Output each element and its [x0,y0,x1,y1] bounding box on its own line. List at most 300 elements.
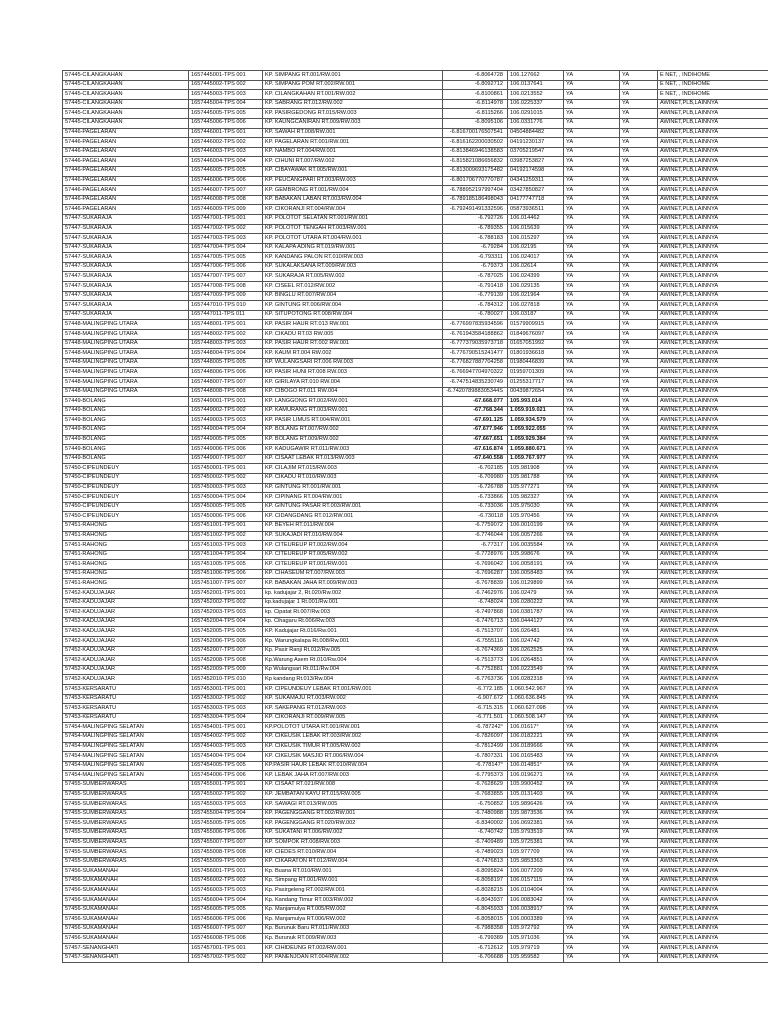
flag-b-cell: YA [620,416,658,426]
longitude-cell: 105.972792 [508,924,564,934]
flag-b-cell: YA [620,905,658,915]
flag-b-cell: YA [620,339,658,349]
table-row [63,704,768,714]
flag-b-cell: YA [620,378,658,388]
address-cell: KP. CISEEL RT.012/RW.002 [263,282,443,292]
table-row [63,502,768,512]
provider-cell: AWINET,PLB,LAINNYA [658,896,768,906]
latitude-cell: -67.677.946 [443,425,508,435]
longitude-cell: 106.0225337 [508,99,564,109]
provider-cell: AWINET,PLB,LAINNYA [658,483,768,493]
tps-code-cell: 1657455001-TPS 001 [189,780,263,790]
village-cell: 57447-SUKARAJA [63,224,189,234]
table-row [63,685,768,695]
flag-a-cell: YA [564,253,620,263]
flag-a-cell: YA [564,886,620,896]
longitude-cell: 1.060.542.967 [508,685,564,695]
village-cell: 57445-CILANGKAHAN [63,109,189,119]
table-row [63,234,768,244]
tps-code-cell: 1657455008-TPS 008 [189,848,263,858]
village-cell: 57450-CIPEUNDEUY [63,483,189,493]
flag-b-cell: YA [620,953,658,963]
table-row [63,665,768,675]
address-cell: kp.kadujajar 1 Rt.001/Rw.001 [263,598,443,608]
address-cell: KP. SABRANG RT.012/RW.002 [263,99,443,109]
tps-code-cell: 1657456005-TPS 005 [189,905,263,915]
provider-cell: AWINET,PLB,LAINNYA [658,224,768,234]
village-cell: 57452-KADUJAJAR [63,665,189,675]
flag-b-cell: YA [620,147,658,157]
provider-cell: AWINET,PLB,LAINNYA [658,800,768,810]
provider-cell: AWINET,PLB,LAINNYA [658,867,768,877]
table-row [63,397,768,407]
longitude-cell: 106.0381787 [508,608,564,618]
flag-b-cell: YA [620,723,658,733]
flag-a-cell: YA [564,771,620,781]
flag-a-cell: YA [564,828,620,838]
longitude-cell: 106.027818 [508,301,564,311]
address-cell: KP. CIHUNI RT.007/RW.002 [263,157,443,167]
village-cell: 57455-SUMBERWARAS [63,800,189,810]
tps-code-cell: 1657446007-TPS 007 [189,186,263,196]
village-cell: 57452-KADUJAJAR [63,617,189,627]
latitude-cell: -6.793311 [443,253,508,263]
provider-cell: AWINET,PLB,LAINNYA [658,905,768,915]
flag-b-cell: YA [620,349,658,359]
flag-a-cell: YA [564,579,620,589]
latitude-cell: -6.791418 [443,282,508,292]
village-cell: 57452-KADUJAJAR [63,627,189,637]
address-cell: Kp Wulangsari Rt.011/Rw.004 [263,665,443,675]
table-row [63,138,768,148]
village-cell: 57450-CIPEUNDEUY [63,512,189,522]
provider-cell: AWINET,PLB,LAINNYA [658,358,768,368]
flag-b-cell: YA [620,406,658,416]
flag-a-cell: YA [564,262,620,272]
flag-a-cell: YA [564,118,620,128]
provider-cell: AWINET,PLB,LAINNYA [658,953,768,963]
table-row [63,320,768,330]
longitude-cell: 106.0077209 [508,867,564,877]
latitude-cell: -6.7480988 [443,809,508,819]
address-cell: KP. SIMPANG POM RT.002/RW.001 [263,80,443,90]
flag-a-cell: YA [564,147,620,157]
table-row [63,598,768,608]
latitude-cell: -6.816162200030502 [443,138,508,148]
table-row [63,742,768,752]
longitude-cell: 106.0692381 [508,819,564,829]
flag-a-cell: YA [564,905,620,915]
village-cell: 57446-PAGELARAN [63,195,189,205]
longitude-cell: 105.975030 [508,502,564,512]
village-cell: 57452-KADUJAJAR [63,646,189,656]
table-row [63,924,768,934]
longitude-cell: 105.0131403 [508,790,564,800]
provider-cell: AWINET,PLB,LAINNYA [658,531,768,541]
village-cell: 57456-SUKAMANAH [63,886,189,896]
latitude-cell: -6.7683855 [443,790,508,800]
flag-b-cell: YA [620,502,658,512]
village-cell: 57455-SUMBERWARAS [63,857,189,867]
village-cell: 57454-MALINGPING SELATAN [63,752,189,762]
village-cell: 57454-MALINGPING SELATAN [63,723,189,733]
provider-cell: AWINET,PLB,LAINNYA [658,819,768,829]
village-cell: 57449-BOLANG [63,425,189,435]
table-row [63,80,768,90]
flag-a-cell: YA [564,157,620,167]
longitude-cell: 106.0010199 [508,521,564,531]
tps-code-cell: 1657456002-TPS 002 [189,876,263,886]
provider-cell: AWINET,PLB,LAINNYA [658,924,768,934]
flag-b-cell: YA [620,761,658,771]
latitude-cell: -6.79284 [443,243,508,253]
latitude-cell: -6.761943584188862 [443,330,508,340]
tps-code-cell: 1657451001-TPS 001 [189,521,263,531]
address-cell: KP. CITEUREUP RT.001/RW.001 [263,560,443,570]
tps-code-cell: 1657450001-TPS 001 [189,464,263,474]
flag-b-cell: YA [620,704,658,714]
latitude-cell: -6.8043937 [443,896,508,906]
address-cell: kp. kadujajar 2, Rt.020/Rw.002 [263,589,443,599]
village-cell: 57448-MALINGPING UTARA [63,368,189,378]
flag-a-cell: YA [564,473,620,483]
provider-cell: AWINET,PLB,LAINNYA [658,838,768,848]
flag-a-cell: YA [564,243,620,253]
longitude-cell: 105.9793519 [508,828,564,838]
flag-a-cell: YA [564,857,620,867]
table-row [63,934,768,944]
table-row [63,282,768,292]
flag-a-cell: YA [564,349,620,359]
provider-cell: AWINET,PLB,LAINNYA [658,944,768,954]
table-row [63,186,768,196]
provider-cell: AWINET,PLB,LAINNYA [658,569,768,579]
flag-a-cell: YA [564,704,620,714]
flag-a-cell: YA [564,234,620,244]
table-row [63,905,768,915]
flag-a-cell: YA [564,406,620,416]
latitude-cell: -6.748024 [443,598,508,608]
flag-a-cell: YA [564,713,620,723]
flag-b-cell: YA [620,512,658,522]
longitude-cell: 04177747718 [508,195,564,205]
tps-code-cell: 1657450002-TPS 002 [189,473,263,483]
latitude-cell: -67.768.344 [443,406,508,416]
flag-b-cell: YA [620,809,658,819]
address-cell: KP. CIKORANJI RT.004/RW.004 [263,205,443,215]
address-cell: KP. GINTUNG RT.001/RW.001 [263,483,443,493]
table-row [63,752,768,762]
latitude-cell: -67.691.125 [443,416,508,426]
provider-cell: AWINET,PLB,LAINNYA [658,704,768,714]
latitude-cell: -6.8095824 [443,867,508,877]
provider-cell: AWINET,PLB,LAINNYA [658,378,768,388]
village-cell: 57448-MALINGPING UTARA [63,387,189,397]
latitude-cell: -6.7513773 [443,656,508,666]
tps-code-cell: 1657452007-TPS 007 [189,646,263,656]
longitude-cell: 106.024017 [508,253,564,263]
flag-a-cell: YA [564,800,620,810]
village-cell: 57452-KADUJAJAR [63,608,189,618]
table-row [63,521,768,531]
table-row [63,512,768,522]
flag-b-cell: YA [620,80,658,90]
village-cell: 57447-SUKARAJA [63,214,189,224]
flag-b-cell: YA [620,742,658,752]
village-cell: 57448-MALINGPING UTARA [63,339,189,349]
flag-b-cell: YA [620,473,658,483]
table-row [63,560,768,570]
tps-code-cell: 1657446006-TPS 006 [189,176,263,186]
longitude-cell: 106.0291015 [508,109,564,119]
address-cell: KP. PASIR HAUR RT.002 RW.001 [263,339,443,349]
flag-b-cell: YA [620,243,658,253]
latitude-cell: -6.772.185 [443,685,508,695]
village-cell: 57450-CIPEUNDEUY [63,473,189,483]
latitude-cell: -6.709980 [443,473,508,483]
flag-b-cell: YA [620,214,658,224]
tps-code-cell: 1657451002-TPS 002 [189,531,263,541]
longitude-cell: 106.0104004 [508,886,564,896]
provider-cell: AWINET,PLB,LAINNYA [658,214,768,224]
tps-code-cell: 1657452005-TPS 005 [189,627,263,637]
address-cell: KP. NAMBO RT.004/RW.001 [263,147,443,157]
flag-b-cell: YA [620,186,658,196]
tps-code-cell: 1657447009-TPS 009 [189,291,263,301]
longitude-cell: 106.0035584 [508,541,564,551]
tps-code-cell: 1657452001-TPS 001 [189,589,263,599]
address-cell: Kp. Warungkalapa Rt.008/Rw.001 [263,637,443,647]
table-row [63,454,768,464]
flag-b-cell: YA [620,99,658,109]
village-cell: 57455-SUMBERWARAS [63,828,189,838]
longitude-cell: 1.059.767.977 [508,454,564,464]
table-row [63,637,768,647]
longitude-cell: 00439872654 [508,387,564,397]
longitude-cell: 105.9725381 [508,838,564,848]
address-cell: KP. BABAKAN JAHA RT.009/RW.003 [263,579,443,589]
flag-a-cell: YA [564,675,620,685]
longitude-cell: 04191230137 [508,138,564,148]
address-cell: KP. CIEDES RT.010/RW.004 [263,848,443,858]
flag-b-cell: YA [620,128,658,138]
table-row [63,780,768,790]
longitude-cell: 106.0129899 [508,579,564,589]
provider-cell: AWINET,PLB,LAINNYA [658,589,768,599]
latitude-cell: -6.7628629 [443,780,508,790]
flag-b-cell: YA [620,665,658,675]
flag-a-cell: YA [564,176,620,186]
longitude-cell: 105.993.014 [508,397,564,407]
provider-cell: AWINET,PLB,LAINNYA [658,828,768,838]
address-cell: KP.PASIR HAUR LEBAK RT.010/RW.004 [263,761,443,771]
flag-b-cell: YA [620,483,658,493]
provider-cell: AWINET,PLB,LAINNYA [658,665,768,675]
flag-a-cell: YA [564,502,620,512]
address-cell: KP. CILANGKAHAN RT.001/RW.002 [263,90,443,100]
provider-cell: AWINET,PLB,LAINNYA [658,310,768,320]
flag-b-cell: YA [620,656,658,666]
longitude-cell: 106.0157115 [508,876,564,886]
provider-cell: AWINET,PLB,LAINNYA [658,780,768,790]
latitude-cell: -6.7678839 [443,579,508,589]
tps-code-cell: 1657451003-TPS 003 [189,541,263,551]
table-row [63,243,768,253]
flag-a-cell: YA [564,109,620,119]
village-cell: 57456-SUKAMANAH [63,924,189,934]
latitude-cell: -6.779139 [443,291,508,301]
latitude-cell: -6.7826097 [443,732,508,742]
address-cell: KP. SAWAGI RT.013/RW.005 [263,800,443,810]
latitude-cell: -6.815821086656832 [443,157,508,167]
flag-a-cell: YA [564,848,620,858]
tps-code-cell: 1657448002-TPS 002 [189,330,263,340]
tps-location-table [62,70,768,963]
table-row [63,128,768,138]
longitude-cell: 01579909915 [508,320,564,330]
longitude-cell: 106.014851° [508,761,564,771]
provider-cell: AWINET,PLB,LAINNYA [658,330,768,340]
flag-b-cell: YA [620,493,658,503]
flag-b-cell: YA [620,387,658,397]
flag-b-cell: YA [620,109,658,119]
longitude-cell: 106.0444127 [508,617,564,627]
address-cell: KP. SIMPANG RT.001/RW.001 [263,71,443,81]
address-cell: KP. CIBOGO RT.011 RW.004 [263,387,443,397]
table-row [63,291,768,301]
provider-cell: AWINET,PLB,LAINNYA [658,886,768,896]
table-row [63,272,768,282]
latitude-cell: -6.792726 [443,214,508,224]
tps-code-cell: 1657455005-TPS 005 [189,819,263,829]
table-row [63,771,768,781]
table-row [63,944,768,954]
longitude-cell: 05873936511 [508,205,564,215]
latitude-cell: -67.668.077 [443,397,508,407]
tps-code-cell: 1657457002-TPS 002 [189,953,263,963]
table-row [63,550,768,560]
tps-code-cell: 1657452004-TPS 004 [189,617,263,627]
tps-code-cell: 1657453002-TPS 002 [189,694,263,704]
table-row [63,262,768,272]
flag-b-cell: YA [620,272,658,282]
latitude-cell: -6.8095106 [443,118,508,128]
flag-a-cell: YA [564,320,620,330]
address-cell: KP. CIHASEUM RT.007/RW.003 [263,569,443,579]
address-cell: KP. POLOTOT UTARA RT.004/RW.001 [263,234,443,244]
address-cell: KP. KALAPA ADING RT.019/RW.001 [263,243,443,253]
provider-cell: AWINET,PLB,LAINNYA [658,608,768,618]
address-cell: Kp. Kandang Timur RT.003/RW.002 [263,896,443,906]
provider-cell: AWINET,PLB,LAINNYA [658,262,768,272]
latitude-cell: -6.789185186498043 [443,195,508,205]
tps-code-cell: 1657456008-TPS 008 [189,934,263,944]
table-row [63,646,768,656]
longitude-cell: 106.024742 [508,637,564,647]
address-cell: KP. PASIRGEDONG RT.015/RW.003 [263,109,443,119]
village-cell: 57447-SUKARAJA [63,234,189,244]
provider-cell: AWINET,PLB,LAINNYA [658,761,768,771]
provider-cell: AWINET,PLB,LAINNYA [658,138,768,148]
latitude-cell: -6.7728976 [443,550,508,560]
address-cell: Kp. Manjamulya RT.005/RW.002 [263,905,443,915]
tps-code-cell: 1657456001-TPS 001 [189,867,263,877]
village-cell: 57445-CILANGKAHAN [63,99,189,109]
flag-b-cell: YA [620,90,658,100]
latitude-cell: -6.813846946138583 [443,147,508,157]
table-row [63,157,768,167]
address-cell: KP. GIRILAYA RT.010 RW.004 [263,378,443,388]
flag-b-cell: YA [620,118,658,128]
table-row [63,694,768,704]
table-body [63,71,768,963]
latitude-cell: -6.740742 [443,828,508,838]
latitude-cell: -6.7759072 [443,521,508,531]
tps-code-cell: 1657447010-TPS 010 [189,301,263,311]
address-cell: KP. GINTUNG RT.006/RW.004 [263,301,443,311]
flag-a-cell: YA [564,435,620,445]
provider-cell: AWINET,PLB,LAINNYA [658,723,768,733]
flag-b-cell: YA [620,301,658,311]
latitude-cell: -6.8045933 [443,905,508,915]
table-row [63,627,768,637]
address-cell: KP. SUKARAJA RT.005/RW.002 [263,272,443,282]
flag-a-cell: YA [564,301,620,311]
flag-b-cell: YA [620,291,658,301]
longitude-cell: 106.0189666 [508,742,564,752]
tps-code-cell: 1657451004-TPS 004 [189,550,263,560]
table-row [63,608,768,618]
village-cell: 57445-CILANGKAHAN [63,71,189,81]
flag-a-cell: YA [564,732,620,742]
table-row [63,253,768,263]
village-cell: 57456-SUKAMANAH [63,896,189,906]
provider-cell: AWINET,PLB,LAINNYA [658,176,768,186]
flag-a-cell: YA [564,646,620,656]
provider-cell: AWINET,PLB,LAINNYA [658,243,768,253]
latitude-cell: -6.8100861 [443,90,508,100]
latitude-cell: -6.787242° [443,723,508,733]
flag-a-cell: YA [564,291,620,301]
tps-code-cell: 1657446002-TPS 002 [189,138,263,148]
flag-b-cell: YA [620,608,658,618]
latitude-cell: -6.7752881 [443,665,508,675]
flag-b-cell: YA [620,685,658,695]
tps-code-cell: 1657450005-TPS 005 [189,502,263,512]
longitude-cell: 106.0182221 [508,732,564,742]
table-row [63,349,768,359]
tps-code-cell: 1657445005-TPS 005 [189,109,263,119]
table-row [63,406,768,416]
flag-b-cell: YA [620,589,658,599]
longitude-cell: 105.9873536 [508,809,564,819]
address-cell: KP. SAWAH RT.008/RW.001 [263,128,443,138]
longitude-cell: 105.981788 [508,473,564,483]
address-cell: KP. CITEUREUP RT.005/RW.002 [263,550,443,560]
latitude-cell: -6.8092712 [443,80,508,90]
village-cell: 57452-KADUJAJAR [63,637,189,647]
flag-b-cell: YA [620,848,658,858]
village-cell: 57445-CILANGKAHAN [63,80,189,90]
address-cell: KP. SOMPOK RT.008/RW.003 [263,838,443,848]
village-cell: 57449-BOLANG [63,406,189,416]
address-cell: KP. KAUNGCANIRAN RT.009/RW.003 [263,118,443,128]
flag-a-cell: YA [564,761,620,771]
tps-code-cell: 1657454006-TPS 006 [189,771,263,781]
address-cell: KP. CIKADU RT.03 RW.005 [263,330,443,340]
longitude-cell: 01849676097 [508,330,564,340]
latitude-cell: -6.7674369 [443,646,508,656]
